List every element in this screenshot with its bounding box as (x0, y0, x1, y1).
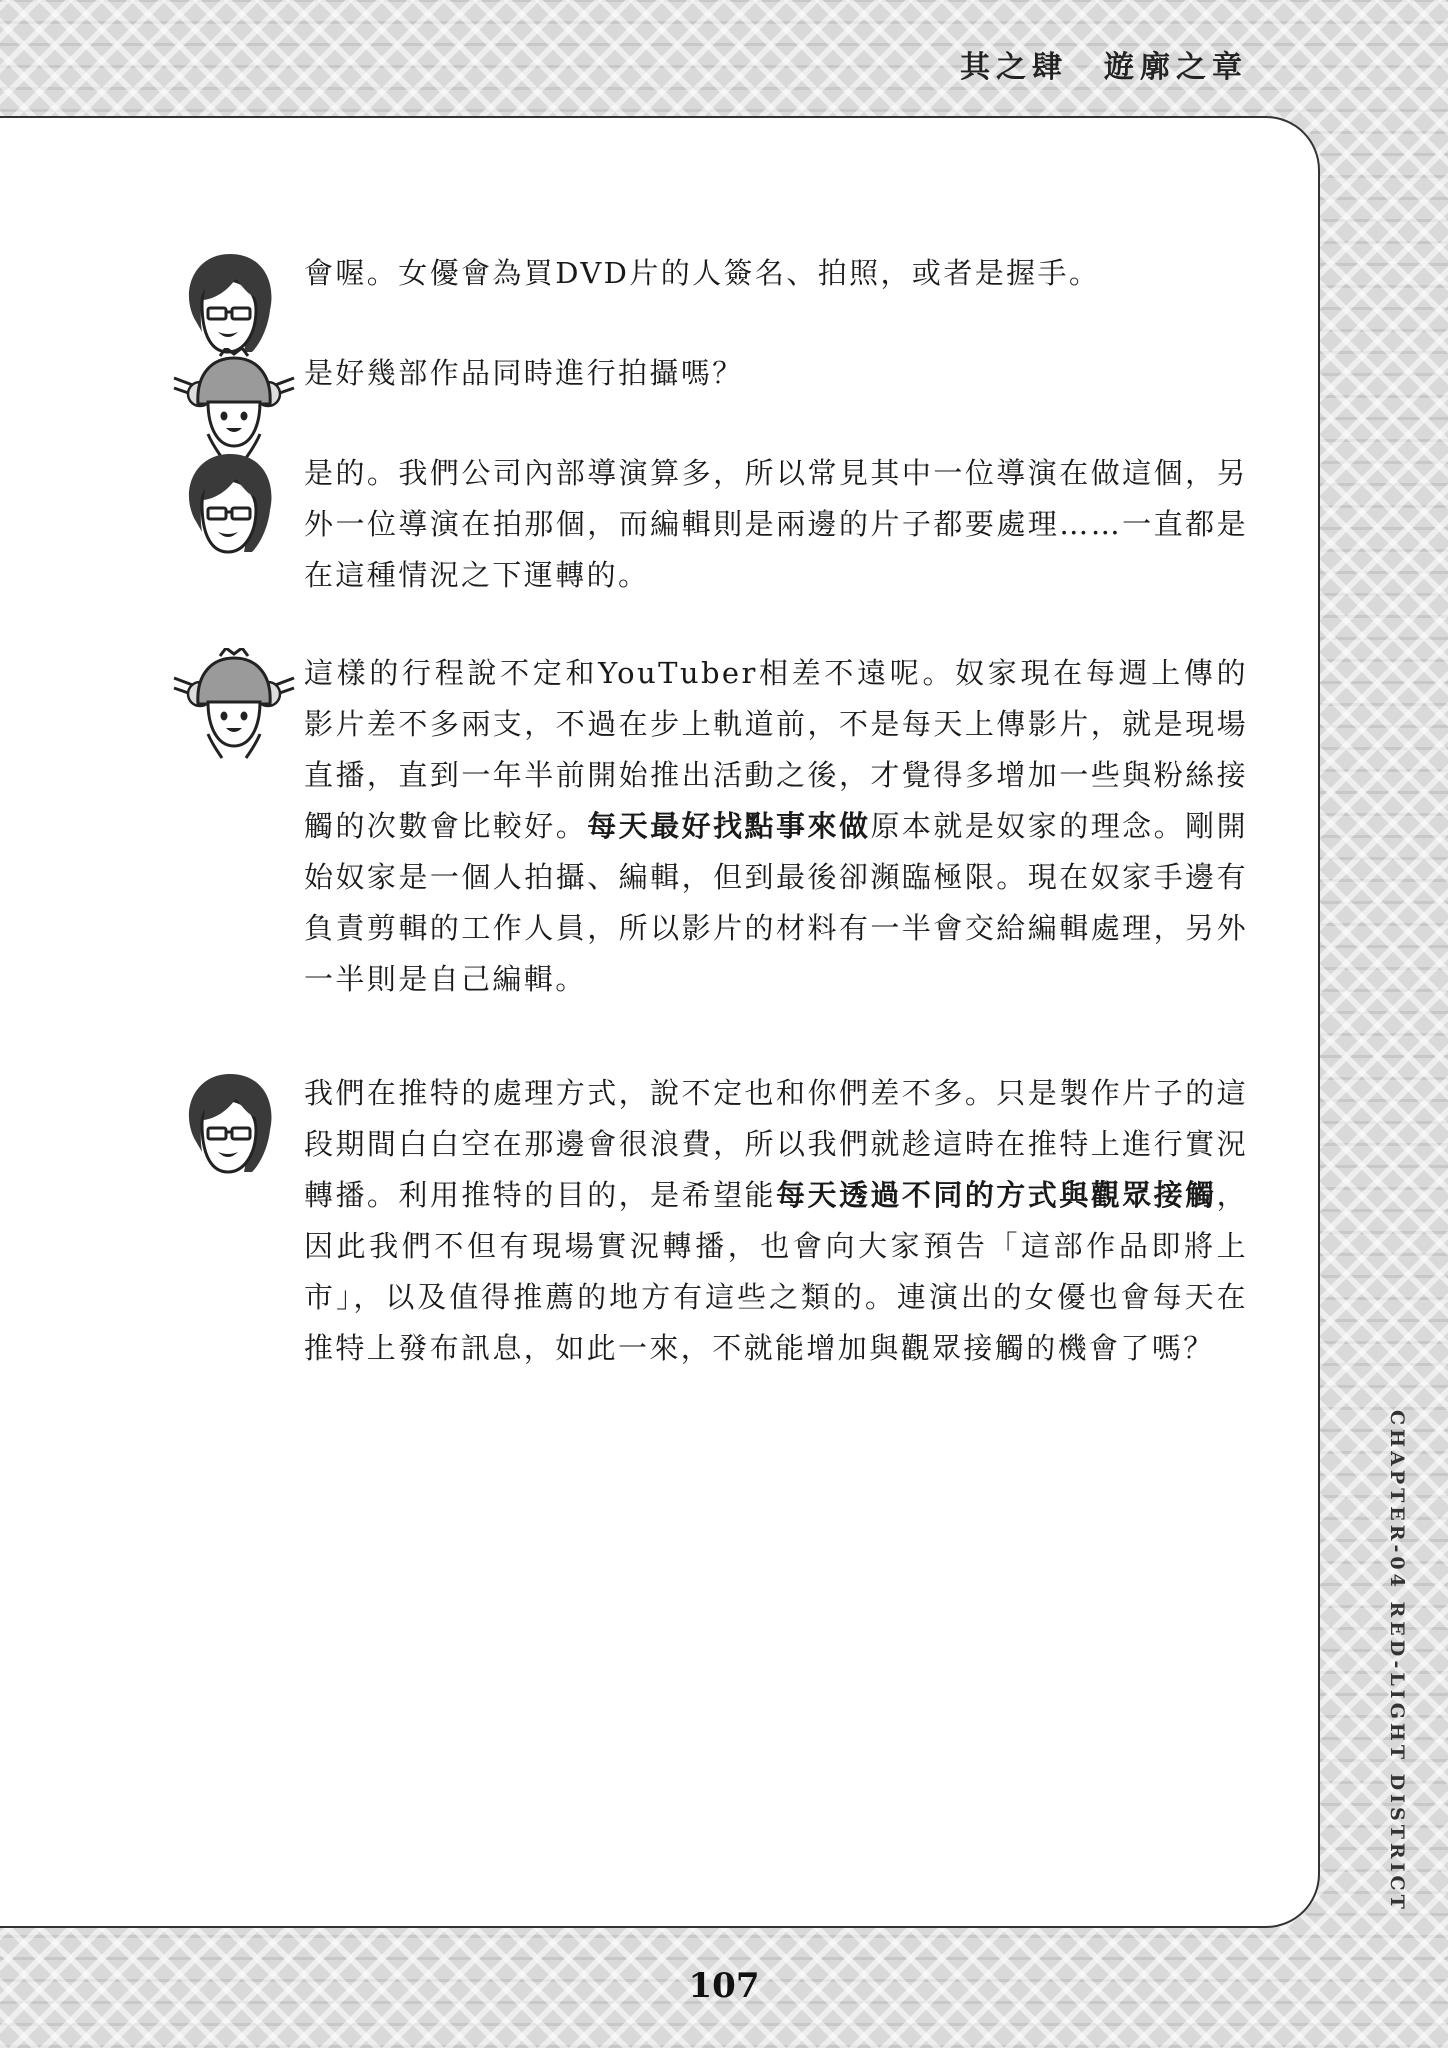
oiran-avatar-icon (172, 648, 296, 764)
text-segment: 這樣的行程說不定和YouTuber相差不遠呢。奴家現在每週上傳的影片差不多兩支，不過在步上軌道前，不是每天上傳影片，就是現場直播，直到一年半前開始推出活動之後，才覺得多增加一些與粉絲接觸的次數會比較好。 (304, 656, 1248, 843)
text-segment: 我們在推特的處理方式，說不定也和你們差不多。只是製作片子的這段期間白白空在那邊會很浪費，所以我們就趁這時在推特上進行實況轉播。利用推特的目的，是希望能 (304, 1076, 1248, 1212)
staff-avatar-icon (172, 1068, 284, 1184)
dialogue-text (304, 648, 1248, 1005)
oiran-avatar-icon (172, 348, 296, 464)
page-number: 107 (688, 1966, 760, 2006)
emphasis-text: 每天透過不同的方式與觀眾接觸 (776, 1178, 1217, 1212)
text-segment: 是好幾部作品同時進行拍攝嗎？ (304, 356, 744, 390)
dialogue-text (304, 448, 1248, 601)
dialogue-text (304, 248, 1248, 299)
dialogue-text (304, 348, 1248, 399)
running-header: 其之肆 遊廓之章 (960, 50, 1248, 85)
text-segment: 是的。我們公司內部導演算多，所以常見其中一位導演在做這個，另外一位導演在拍那個，而編輯則是兩邊的片子都要處理……一直都是在這種情況之下運轉的。 (304, 456, 1248, 592)
staff-avatar-icon (172, 448, 284, 564)
text-segment: 原本就是奴家的理念。剛開始奴家是一個人拍攝、編輯，但到最後卻瀕臨極限。現在奴家手邊有負責剪輯的工作人員，所以影片的材料有一半會交給編輯處理，另外一半則是自己編輯。 (304, 809, 1248, 996)
dialogue-text (304, 1068, 1248, 1374)
chapter-side-label: CHAPTER-04 RED-LIGHT DISTRICT (1386, 1410, 1408, 1913)
page-card (0, 116, 1320, 1928)
text-segment: 會喔。女優會為買DVD片的人簽名、拍照，或者是握手。 (304, 256, 1101, 290)
emphasis-text: 每天最好找點事來做 (587, 809, 871, 843)
staff-avatar-icon (172, 248, 284, 364)
text-segment: ，因此我們不但有現場實況轉播，也會向大家預告「這部作品即將上市」，以及值得推薦的地方有這些之類的。連演出的女優也會每天在推特上發布訊息，如此一來，不就能增加與觀眾接觸的機會了嗎？ (304, 1178, 1248, 1365)
